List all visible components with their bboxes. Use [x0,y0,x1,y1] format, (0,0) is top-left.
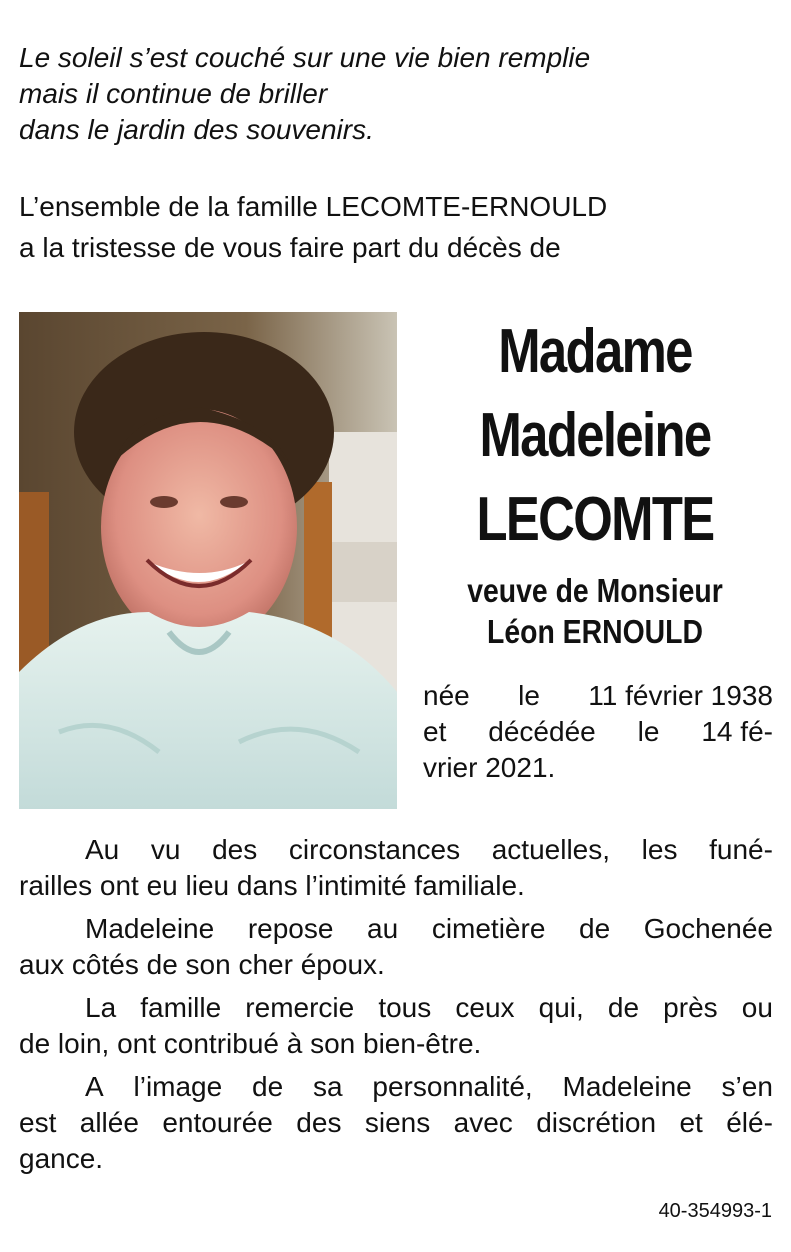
birth-death-dates [423,678,773,786]
obituary-body [19,832,773,1184]
paragraph-thanks [19,990,773,1062]
title-line: Madame [498,317,692,386]
deceased-name [405,310,785,562]
text-line: gance. [19,1143,104,1174]
dates-line: vrier 2021. [423,752,556,783]
poem-line: dans le jardin des souvenirs. [19,114,374,145]
text-line: de loin, ont contribué à son bien-être. [19,1028,482,1059]
portrait-image [19,312,397,809]
text-line: Au vu des circonstances actuelles, les funé- [85,834,773,865]
text-line: railles ont eu lieu dans l’intimité familiale. [19,870,525,901]
dates-line: née le 11 février 1938 [423,680,773,711]
text-line: aux côtés de son cher époux. [19,949,385,980]
intro-line: L’ensemble de la famille LECOMTE-ERNOULD [19,191,608,222]
paragraph-personality [19,1069,773,1177]
announcement-intro [19,186,779,268]
widow-line: veuve de Monsieur [467,572,723,609]
text-line: Madeleine repose au cimetière de Gochenée [85,913,773,944]
reference-number: 40-354993-1 [658,1200,772,1222]
widow-line: Léon ERNOULD [486,613,703,650]
intro-line: a la tristesse de vous faire part du décès de [19,232,561,263]
surname-line: LECOMTE [476,485,714,554]
poem [19,40,779,148]
paragraph-funeral [19,832,773,904]
poem-line: Le soleil s’est couché sur une vie bien remplie [19,42,591,73]
widow-of [405,570,785,652]
first-name-line: Madeleine [479,401,711,470]
dates-line: et décédée le 14 fé- [423,716,773,747]
text-line: A l’image de sa personnalité, Madeleine s’en [85,1071,773,1102]
paragraph-cemetery [19,911,773,983]
text-line: est allée entourée des siens avec discrétion et élé- [19,1107,773,1138]
text-line: La famille remercie tous ceux qui, de près ou [85,992,773,1023]
poem-line: mais il continue de briller [19,78,328,109]
portrait-photo [19,312,397,809]
